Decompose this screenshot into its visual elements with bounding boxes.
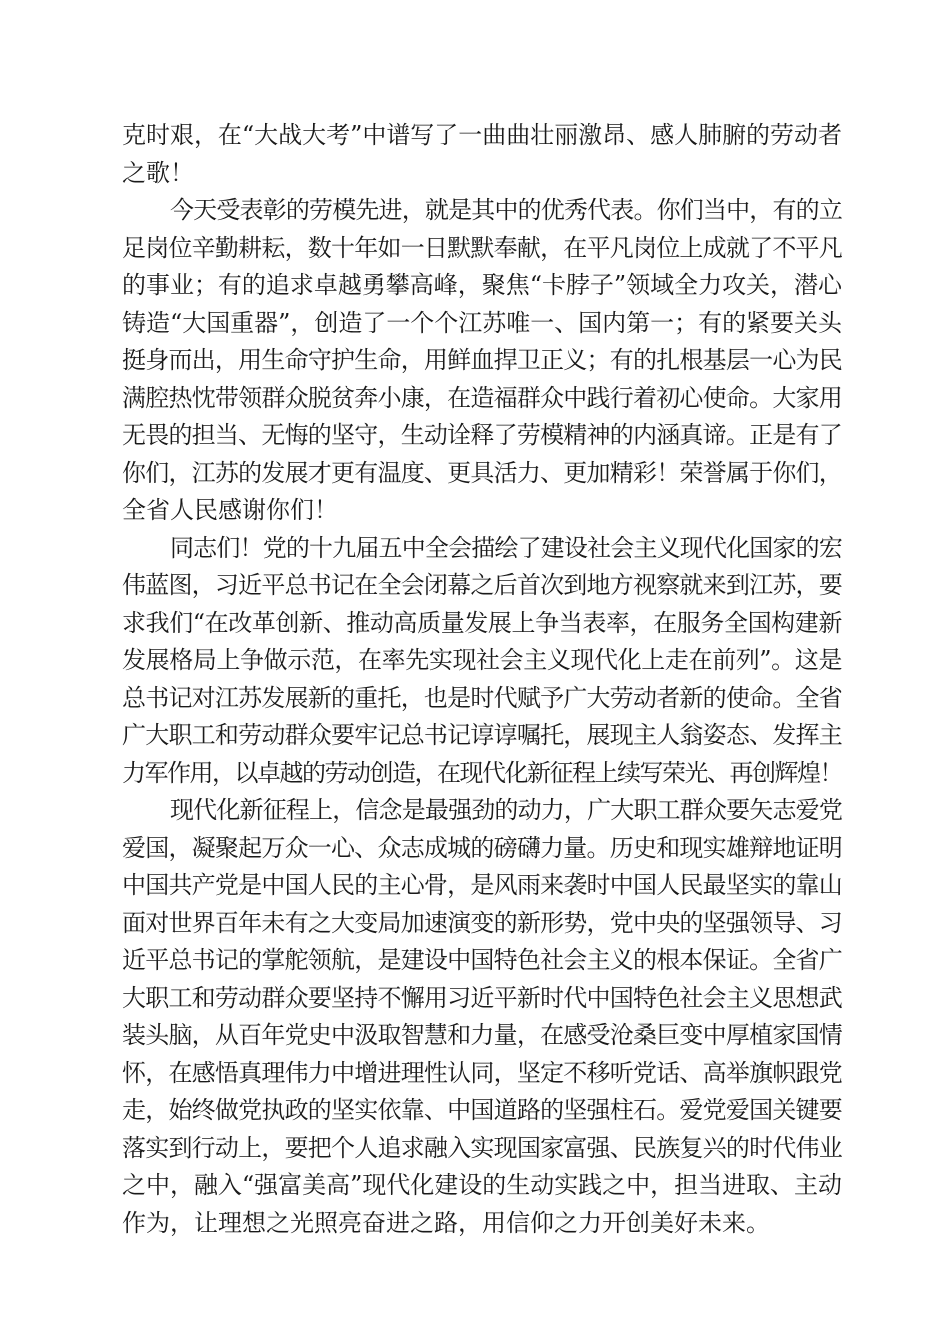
text-line: 力军作用，以卓越的劳动创造，在现代化新征程上续写荣光、再创辉煌！ bbox=[122, 758, 842, 787]
text-line: 之歌！ bbox=[122, 158, 194, 187]
text-line: 挺身而出，用生命守护生命，用鲜血捍卫正义；有的扎根基层一心为民 bbox=[122, 346, 842, 374]
text-line: 落实到行动上，要把个人追求融入实现国家富强、民族复兴的时代伟业 bbox=[122, 1133, 842, 1162]
paragraph bbox=[122, 117, 842, 192]
text-line: 伟蓝图，习近平总书记在全会闭幕之后首次到地方视察就来到江苏，要 bbox=[122, 571, 842, 599]
text-line: 铸造“大国重器”，创造了一个个江苏唯一、国内第一；有的紧要关头 bbox=[122, 308, 842, 337]
text-line: 现代化新征程上，信念是最强劲的动力，广大职工群众要矢志爱党 bbox=[170, 796, 842, 824]
text-line: 发展格局上争做示范，在率先实现社会主义现代化上走在前列”。这是 bbox=[122, 646, 842, 674]
text-line: 你们，江苏的发展才更有温度、更具活力、更加精彩！荣誉属于你们， bbox=[122, 458, 842, 487]
text-line: 克时艰，在“大战大考”中谱写了一曲曲壮丽激昂、感人肺腑的劳动者 bbox=[122, 121, 842, 149]
text-line: 无畏的担当、无悔的坚守，生动诠释了劳模精神的内涵真谛。正是有了 bbox=[122, 421, 842, 449]
paragraph bbox=[122, 530, 842, 793]
text-line: 爱国，凝聚起万众一心、众志成城的磅礴力量。历史和现实雄辩地证明 bbox=[122, 833, 842, 862]
text-line: 近平总书记的掌舵领航，是建设中国特色社会主义的根本保证。全省广 bbox=[122, 946, 842, 974]
text-line: 走，始终做党执政的坚实依靠、中国道路的坚强柱石。爱党爱国关键要 bbox=[122, 1096, 842, 1124]
text-line: 足岗位辛勤耕耘，数十年如一日默默奉献，在平凡岗位上成就了不平凡 bbox=[122, 233, 842, 262]
text-line: 中国共产党是中国人民的主心骨，是风雨来袭时中国人民最坚实的靠山 bbox=[122, 871, 842, 899]
document-body bbox=[122, 117, 842, 1242]
text-line: 怀，在感悟真理伟力中增进理性认同，坚定不移听党话、高举旗帜跟党 bbox=[122, 1058, 842, 1087]
text-line: 之中，融入“强富美高”现代化建设的生动实践之中，担当进取、主动 bbox=[122, 1171, 842, 1199]
text-line: 广大职工和劳动群众要牢记总书记谆谆嘱托，展现主人翁姿态、发挥主 bbox=[122, 721, 842, 749]
paragraph bbox=[122, 192, 842, 530]
text-line: 的事业；有的追求卓越勇攀高峰，聚焦“卡脖子”领域全力攻关，潜心 bbox=[122, 271, 842, 299]
text-line: 今天受表彰的劳模先进，就是其中的优秀代表。你们当中，有的立 bbox=[170, 196, 842, 224]
text-line: 总书记对江苏发展新的重托，也是时代赋予广大劳动者新的使命。全省 bbox=[122, 683, 842, 712]
paragraph bbox=[122, 792, 842, 1242]
text-line: 同志们！党的十九届五中全会描绘了建设社会主义现代化国家的宏 bbox=[170, 533, 842, 562]
text-line: 满腔热忱带领群众脱贫奔小康，在造福群众中践行着初心使命。大家用 bbox=[122, 383, 842, 412]
text-line: 装头脑，从百年党史中汲取智慧和力量，在感受沧桑巨变中厚植家国情 bbox=[122, 1021, 842, 1049]
text-line: 大职工和劳动群众要坚持不懈用习近平新时代中国特色社会主义思想武 bbox=[122, 983, 842, 1012]
text-line: 求我们“在改革创新、推动高质量发展上争当表率，在服务全国构建新 bbox=[122, 608, 842, 637]
text-line: 作为，让理想之光照亮奋进之路，用信仰之力开创美好未来。 bbox=[122, 1208, 770, 1237]
text-line: 面对世界百年未有之大变局加速演变的新形势，党中央的坚强领导、习 bbox=[122, 908, 842, 937]
text-line: 全省人民感谢你们！ bbox=[122, 496, 338, 524]
